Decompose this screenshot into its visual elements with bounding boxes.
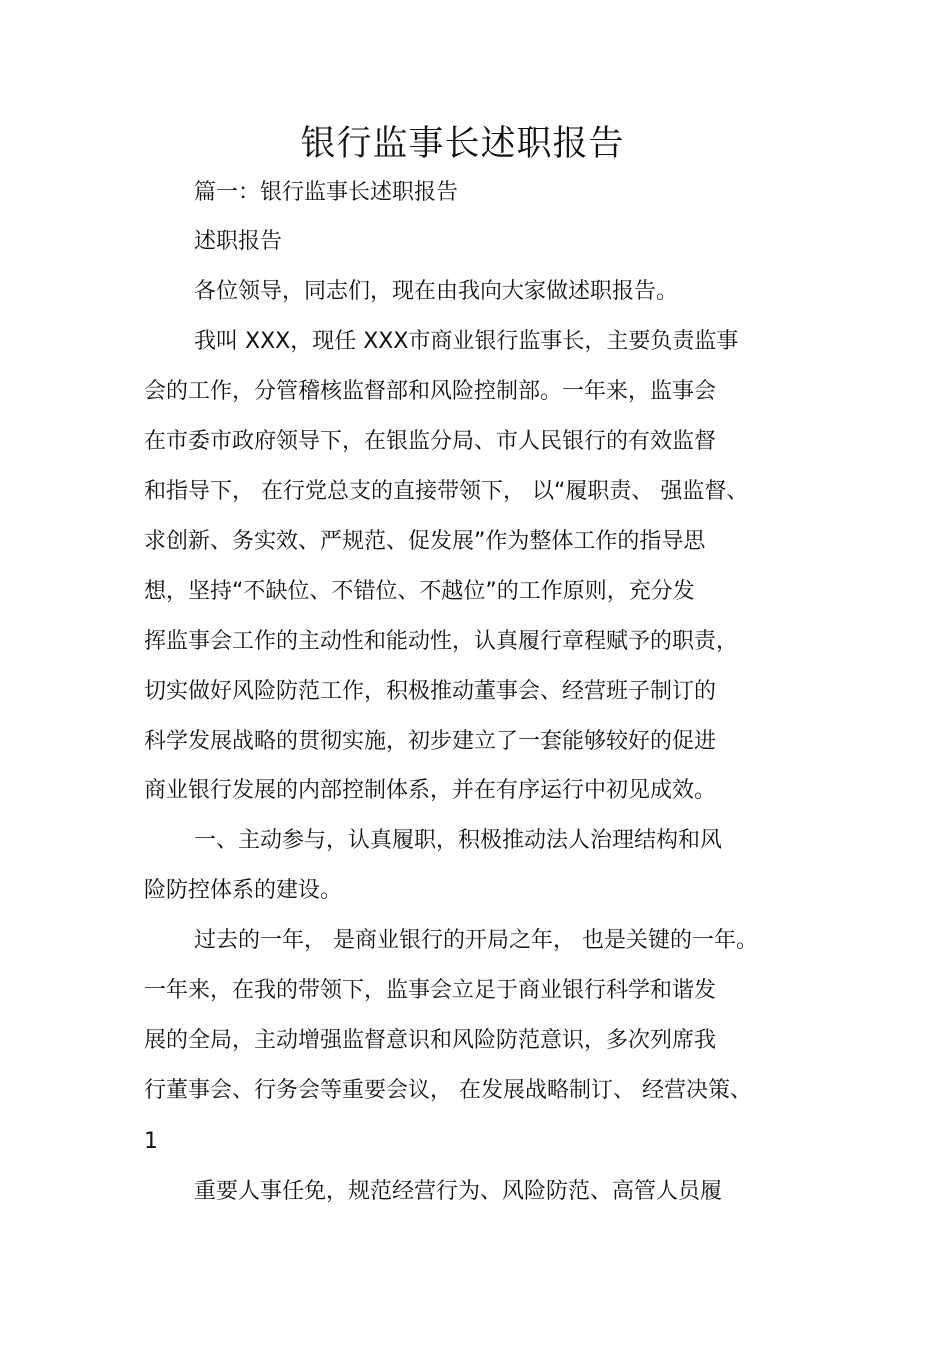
paragraph-line: 篇一：银行监事长述职报告: [194, 180, 459, 205]
paragraph-line: 过去的一年， 是商业银行的开局之年， 也是关键的一年。: [194, 928, 758, 953]
paragraph-line: 重要人事任免，规范经营行为、风险防范、高管人员履: [194, 1179, 723, 1204]
paragraph-line: 科学发展战略的贯彻实施，初步建立了一套能够较好的促进: [144, 729, 717, 754]
paragraph-line: 挥监事会工作的主动性和能动性，认真履行章程赋予的职责，: [144, 629, 739, 654]
paragraph-line: 一年来，在我的带领下，监事会立足于商业银行科学和谐发: [144, 978, 717, 1003]
paragraph-line: 和指导下， 在行党总支的直接带领下， 以“履职责、 强监督、: [144, 479, 749, 504]
paragraph-line: 商业银行发展的内部控制体系，并在有序运行中初见成效。: [144, 778, 717, 803]
paragraph-line: 会的工作，分管稽核监督部和风险控制部。一年来，监事会: [144, 379, 717, 404]
paragraph-line: 各位领导，同志们，现在由我向大家做述职报告。: [194, 279, 679, 304]
paragraph-line: 在市委市政府领导下，在银监分局、市人民银行的有效监督: [144, 429, 717, 454]
paragraph-line: 切实做好风险防范工作，积极推动董事会、经营班子制订的: [144, 679, 717, 704]
paragraph-line: 想，坚持“不缺位、不错位、不越位”的工作原则，充分发: [144, 579, 695, 604]
paragraph-line: 行董事会、行务会等重要会议， 在发展战略制订、 经营决策、: [144, 1078, 752, 1103]
paragraph-line: 求创新、务实效、严规范、促发展”作为整体工作的指导思: [144, 529, 706, 554]
document-title: 银行监事长述职报告: [300, 124, 625, 164]
section-heading-line: 一、主动参与，认真履职，积极推动法人治理结构和风: [194, 828, 723, 853]
paragraph-line: 展的全局，主动增强监督意识和风险防范意识，多次列席我: [144, 1028, 717, 1053]
paragraph-line: 述职报告: [194, 229, 283, 254]
page-number: 1: [144, 1129, 158, 1154]
section-heading-line: 险防控体系的建设。: [144, 878, 343, 903]
paragraph-line: 我叫 XXX，现任 XXX市商业银行监事长，主要负责监事: [194, 329, 739, 354]
